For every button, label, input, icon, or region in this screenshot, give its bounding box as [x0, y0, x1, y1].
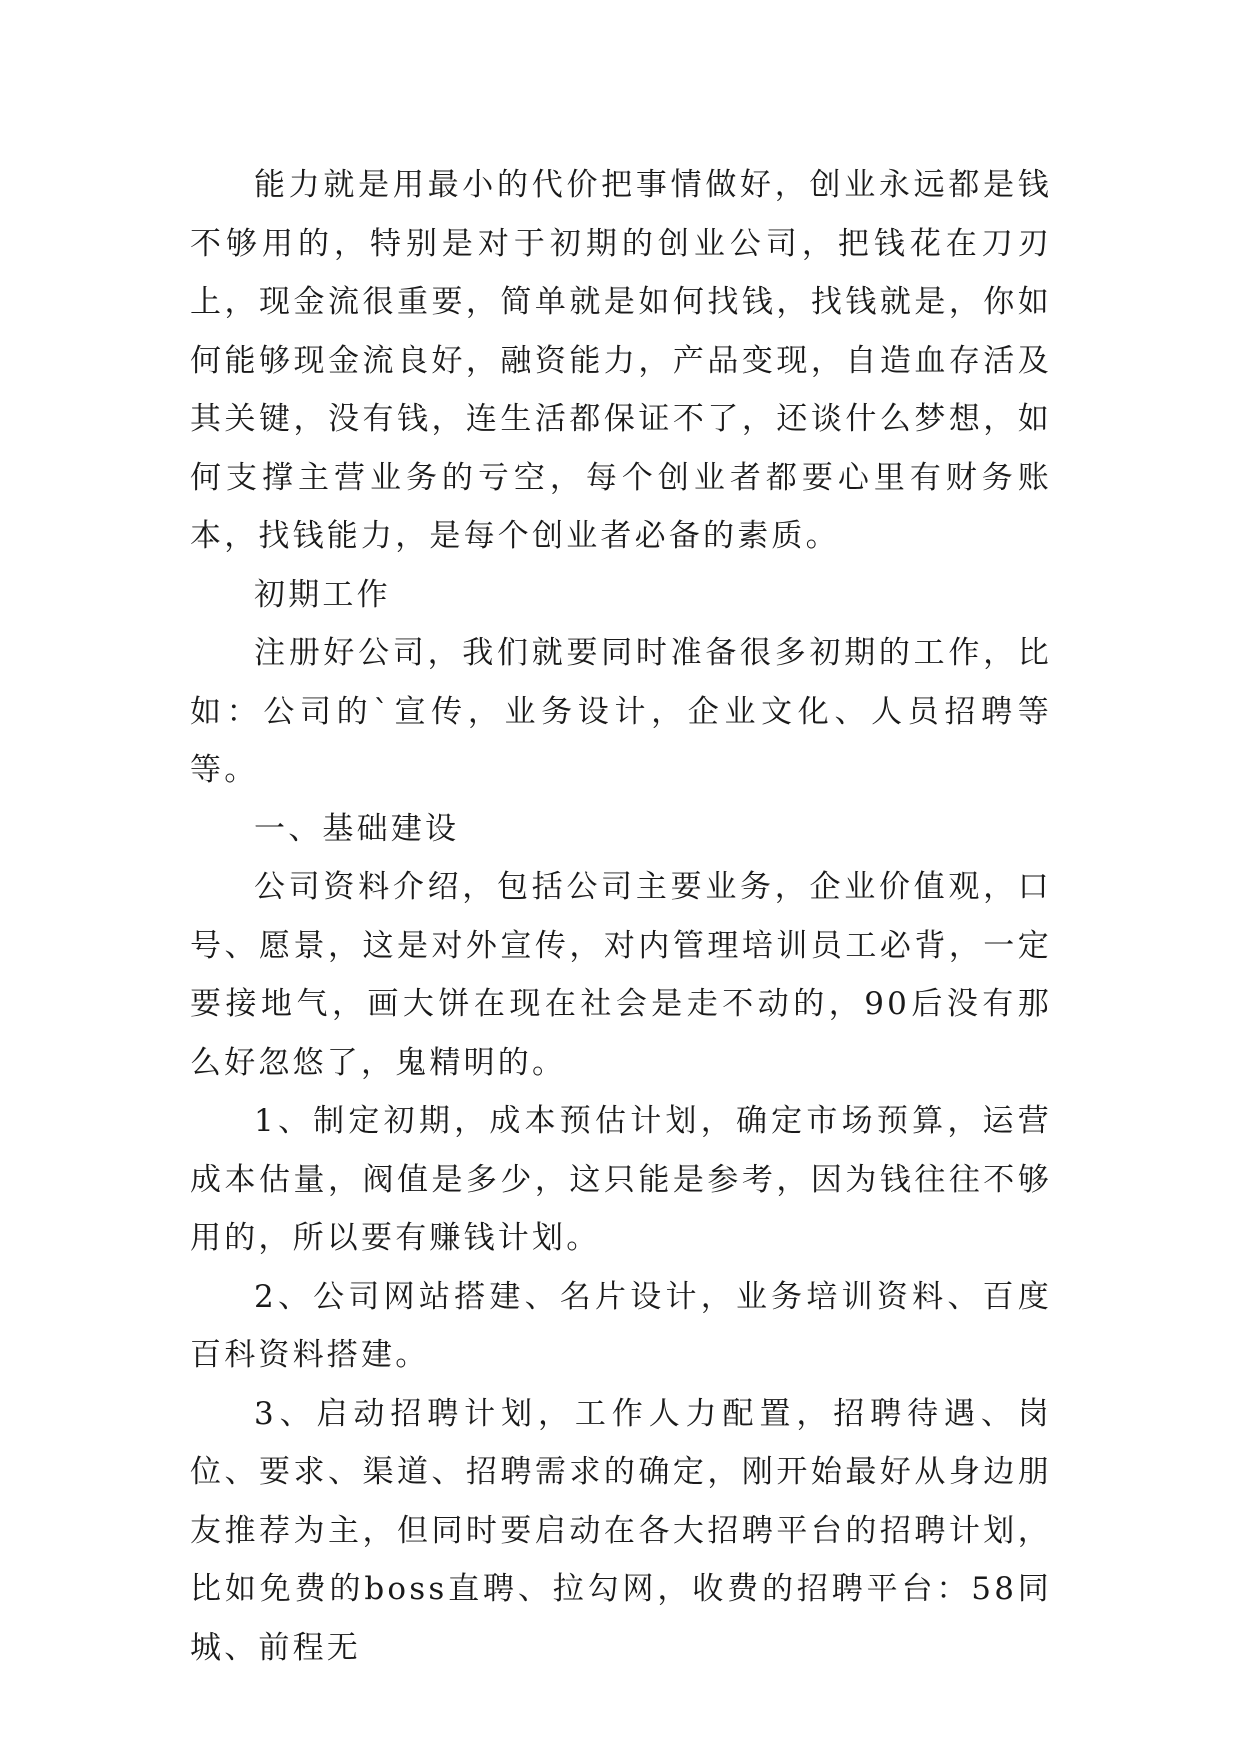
paragraph-cashflow: 能力就是用最小的代价把事情做好，创业永远都是钱不够用的，特别是对于初期的创业公司，把钱花在刀刃上，现金流很重要，简单就是如何找钱，找钱就是，你如何能够现金流良好，融资能力，产品变现，自造血存活及其关键，没有钱，连生活都保证不了，还谈什么梦想，如何支撑主营业务的亏空，每个创业者都要心里有财务账本，找钱能力，是每个创业者必备的素质。	[190, 167, 1052, 554]
document-body	[190, 156, 1052, 1677]
list-item-3-recruitment: 3、启动招聘计划，工作人力配置，招聘待遇、岗位、要求、渠道、招聘需求的确定，刚开始最好从身边朋友推荐为主，但同时要启动在各大招聘平台的招聘计划，比如免费的boss直聘、拉勾网，收费的招聘平台：58同城、前程无	[190, 1395, 1052, 1666]
list-item-2-website: 2、公司网站搭建、名片设计，业务培训资料、百度百科资料搭建。	[190, 1278, 1052, 1373]
paragraph-register-company: 注册好公司，我们就要同时准备很多初期的工作，比如：公司的`宣传，业务设计，企业文化、人员招聘等等。	[190, 635, 1052, 788]
paragraph-company-intro: 公司资料介绍，包括公司主要业务，企业价值观，口号、愿景，这是对外宣传，对内管理培训员工必背，一定要接地气，画大饼在现在社会是走不动的，90后没有那么好忽悠了，鬼精明的。	[190, 869, 1052, 1081]
heading-infrastructure: 一、基础建设	[254, 810, 460, 847]
list-item-1-cost-plan: 1、制定初期，成本预估计划，确定市场预算，运营成本估量，阀值是多少，这只能是参考，因为钱往往不够用的，所以要有赚钱计划。	[190, 1103, 1052, 1256]
heading-initial-work: 初期工作	[254, 576, 391, 613]
